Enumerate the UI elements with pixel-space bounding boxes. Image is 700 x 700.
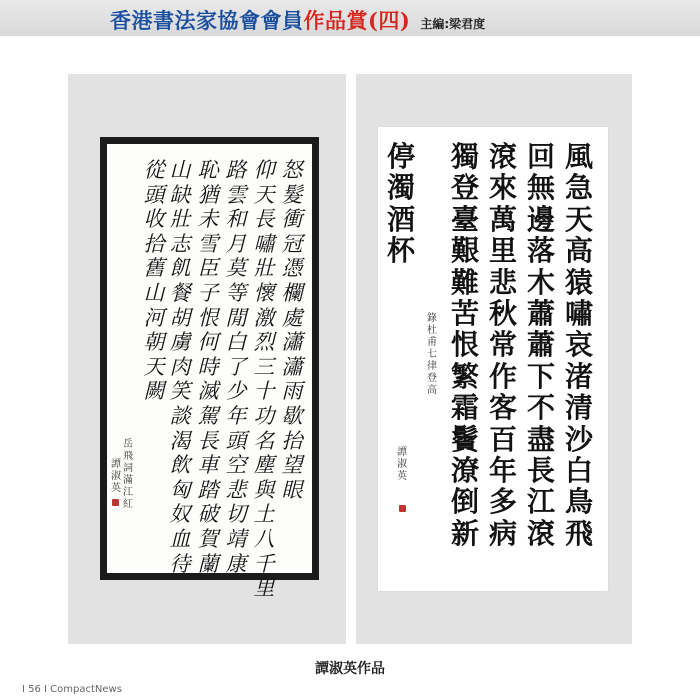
cursive-column-1: 怒髮衝冠憑欄處瀟瀟雨歇抬望眼: [281, 158, 303, 502]
clerical-column-4: 獨登臺艱難苦恨繁霜鬢潦倒新: [450, 140, 479, 550]
clerical-column-5: 停濁酒杯: [386, 140, 415, 268]
left-artwork-cursive: [100, 137, 319, 601]
cursive-column-2: 仰天長嘯壯懷激烈三十功名塵與土八千里: [253, 158, 275, 601]
right-seal-mark: [399, 505, 406, 512]
cursive-column-3: 路雲和月莫等閒白了少年頭空悲切靖康: [225, 158, 247, 576]
page-footer: I 56 I CompactNews: [22, 684, 122, 695]
right-artwork-clerical: [378, 127, 608, 591]
page-title: [110, 5, 485, 33]
left-inscription: 岳飛詞滿江紅: [123, 439, 133, 510]
right-signature: 譚淑英: [397, 447, 407, 482]
cursive-column-4: 恥猶未雪臣子恨何時滅駕長車踏破賀蘭: [197, 158, 219, 576]
right-inscription: 錄杜甫七律 登高: [427, 313, 437, 396]
editor-credit: 主編:梁君度: [420, 17, 486, 31]
clerical-column-1: 風急天高猿嘯哀渚清沙白鳥飛: [564, 140, 593, 550]
left-seal-mark: [112, 499, 119, 506]
cursive-column-6: 從頭收拾舊山河朝天闕: [143, 158, 165, 404]
title-accent: 作品賞(四): [303, 8, 411, 33]
clerical-column-2: 回無邊落木蕭蕭下不盡長江滾: [526, 140, 555, 550]
title-main: 香港書法家協會會員: [110, 8, 304, 33]
left-signature: 譚淑英: [111, 459, 121, 494]
cursive-column-5: 山缺壯志飢餐胡虜肉笑談渴飲匈奴血待: [169, 158, 191, 576]
clerical-column-3: 滾來萬里悲秋常作客百年多病: [488, 140, 517, 550]
left-artwork-paper: [107, 144, 312, 601]
artwork-caption: 譚淑英作品: [315, 661, 385, 677]
